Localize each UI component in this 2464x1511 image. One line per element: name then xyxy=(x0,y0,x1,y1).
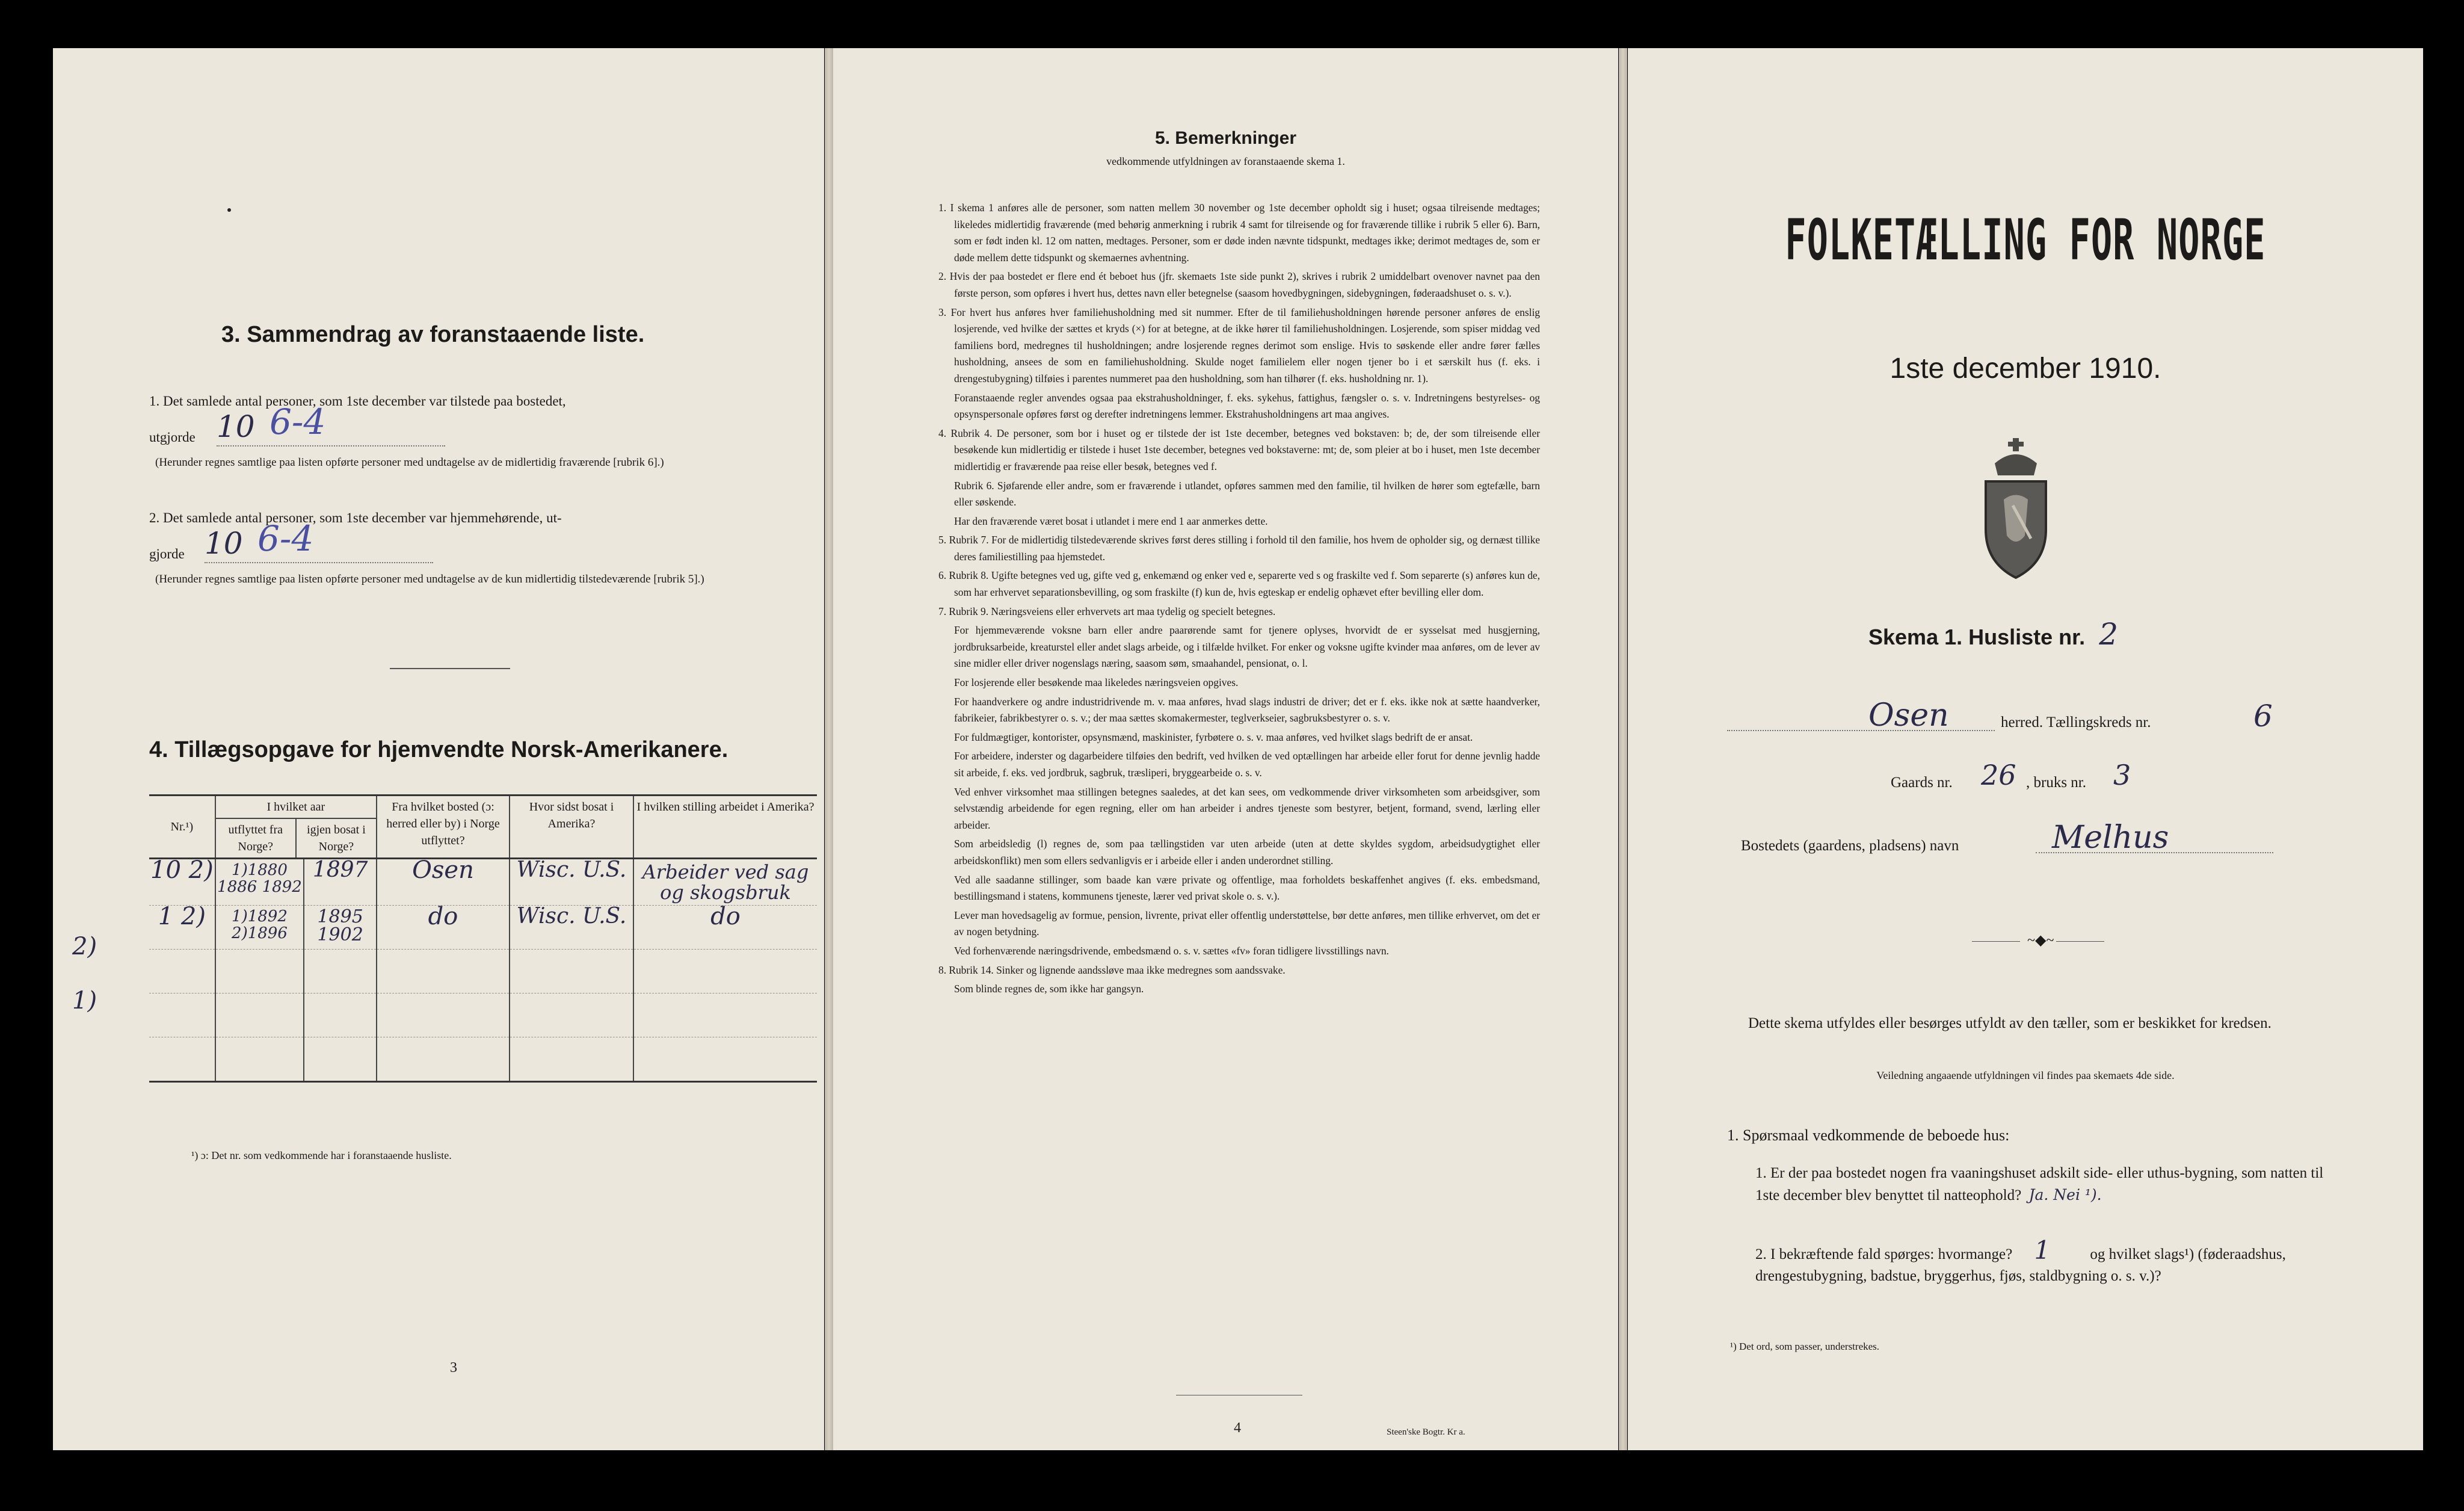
remark-paragraph: For fuldmægtiger, kontorister, opsynsmænd, maskinister, fyrbøtere o. s. v. maa anføres, ved hvilket slags bedrift de er ansat. xyxy=(954,731,1473,743)
page-section-3-4 xyxy=(53,48,824,1450)
summary-item-1-note: (Herunder regnes samtlige paa listen opførte personer med undtagelse av de midlertidig fraværende [rubrik 6].) xyxy=(155,456,664,469)
question-2-count: 1 xyxy=(2034,1235,2051,1265)
bosted-line xyxy=(1741,820,2282,861)
remark-paragraph: Foranstaaende regler anvendes ogsaa paa ekstrahusholdninger, f. eks. sykehus, fattighus, fængsler o. s. v. Indretningens bestyrelses- og opsynspersonale opføres først og derefter indretningens lemmer. Ekstrahusholdningens art maa angives. xyxy=(954,391,1540,421)
summary-item-2-note: (Herunder regnes samtlige paa listen opførte personer med undtagelse av de kun midlertidig tilstedeværende [rubrik 5].) xyxy=(155,573,704,586)
cell-utflyttet: 1)1892 2)1896 xyxy=(215,906,304,950)
skema-label: Skema 1. Husliste nr. xyxy=(1868,625,2086,649)
census-title: FOLKETÆLLING FOR NORGE xyxy=(1785,208,2266,273)
summary-item-2-text: 2. Det samlede antal personer, som 1ste december var hjemmehørende, ut- xyxy=(149,510,562,525)
herred-label: herred. Tællingskreds nr. xyxy=(2001,714,2151,731)
remarks-body xyxy=(938,200,1540,1000)
col-hvor: Hvor sidst bosat i Amerika? xyxy=(510,796,633,859)
bosted-value: Melhus xyxy=(2052,820,2169,856)
summary-item-1-split: 6-4 xyxy=(270,401,326,442)
remark-paragraph: Har den fraværende været bosat i utlandet i mere end 1 aar anmerkes dette. xyxy=(954,514,1268,527)
question-2-text-c: (føderaadshus, drengestubygning, badstue, bryggerhus, fjøs, staldbygning o. s. v.)? xyxy=(1755,1246,2286,1284)
table-footnote: ¹) ɔ: Det nr. som vedkommende har i foranstaaende husliste. xyxy=(191,1149,452,1161)
cell-nr: 10 2) xyxy=(149,859,215,906)
summary-item-1-total: 10 xyxy=(217,409,255,444)
section4-title: 4. Tillægsopgave for hjemvendte Norsk-Amerikanere. xyxy=(149,737,728,762)
cell-hvor: Wisc. U.S. xyxy=(510,859,633,906)
page-gutter xyxy=(825,48,833,1450)
remark-paragraph: 6. Rubrik 8. Ugifte betegnes ved ug, gifte ved g, enkemænd og enker ved e, separerte ved s og fraskilte ved f. Som separerte (s) anføres kun de, som har erhvervet separationsbevilling, og som fraskilte (f) kun de, hvis egteskap er endelig ophævet efter bevilling eller dom. xyxy=(938,569,1540,599)
remark-paragraph: Som arbeidsledig (l) regnes de, som paa tællingstiden var uten arbeide (uten at dette skyldes sygdom, arbeidsudygtighet eller arbeidskonflikt) men som ellers sedvanligvis er i arbeide eller i anden underordnet stilling. xyxy=(954,838,1540,867)
gaards-nr: 26 xyxy=(1981,759,2016,791)
divider-left xyxy=(1972,941,2020,942)
remark-paragraph: 8. Rubrik 14. Sinker og lignende aandssløve maa ikke medregnes som aandssvake. xyxy=(938,963,1286,976)
page-gutter xyxy=(1619,48,1627,1450)
remark-paragraph: For hjemmeværende voksne barn eller andre paarørende samt for tjenere oplyses, hvorvidt de er sysselsat med husgjerning, jordbruksarbeide, kreaturstel eller andet slags arbeide, og i tilfælde hvilket. For enker og voksne ugifte kvinder maa anføres, om de lever av sine midler eller driver nogenslags næring, saasom søm, smaahandel, pensionat, o. l. xyxy=(954,624,1540,670)
cell-igjen: 1897 xyxy=(304,859,377,906)
remark-paragraph: For arbeidere, inderster og dagarbeidere tilføies den bedrift, ved hvilken de ved optællingen har arbeide eller forut for denne jevnlig hadde sit arbeide, f. eks. ved jordbruk, sagbruk, træsliperi, bryggearbeide o. s. v. xyxy=(954,750,1540,779)
table-row xyxy=(149,993,817,1037)
divider xyxy=(390,668,510,669)
col-fra: Fra hvilket bosted (ɔ: herred eller by) i Norge utflyttet? xyxy=(377,796,510,859)
table-row xyxy=(149,950,817,993)
coat-of-arms-icon xyxy=(1971,433,2061,584)
norsk-amerikanere-table xyxy=(149,794,817,1083)
remark-paragraph: 1. I skema 1 anføres alle de personer, som natten mellem 30 november og 1ste december opholdt sig i huset; ogsaa tilreisende medtages; likeledes midlertidig fraværende (med behørig anmerkning i rubrik 4 samt for tilreisende og for fraværende tillike i rubrik 5 eller 6). Barn, som er født inden kl. 12 om natten, medtages. Personer, som er døde inden nævnte tidspunkt, medtages ikke; derimot medtages de, som er døde mellem dette tidspunkt og skemaernes avhentning. xyxy=(938,202,1540,264)
summary-item-1-label: utgjorde xyxy=(149,430,196,445)
remark-paragraph: Ved alle saadanne stillinger, som baade kan være private og offentlige, maa forholdets beskaffenhet angives (f. eks. embedsmand, bestillingsmand i statens, kommunens tjeneste, lærer ved privat skole o. s. v.). xyxy=(954,873,1540,903)
herred-line xyxy=(1727,697,2329,737)
summary-item-2-split: 6-4 xyxy=(257,518,314,559)
dot-mark xyxy=(227,208,231,212)
cell-fra: do xyxy=(377,906,510,950)
cover-footnote: ¹) Det ord, som passer, understrekes. xyxy=(1730,1341,1880,1352)
remarks-title: 5. Bemerkninger xyxy=(1154,128,1297,148)
margin-mark-2: 1) xyxy=(72,987,97,1015)
col-utflyttet: utflyttet fra Norge? xyxy=(228,823,283,853)
kreds-nr: 6 xyxy=(2253,699,2273,734)
ornament: ~◆~ xyxy=(2027,933,2054,948)
table-row xyxy=(149,1037,817,1082)
bruks-label: , bruks nr. xyxy=(2026,774,2086,791)
remarks-subtitle: vedkommende utfyldningen av foranstaaende skema 1. xyxy=(1106,155,1345,167)
question-1 xyxy=(1755,1163,2327,1207)
bruks-nr: 3 xyxy=(2113,759,2131,791)
remark-paragraph: Ved enhver virksomhet maa stillingen betegnes saaledes, at det kan sees, om vedkommende driver virksomheten som arbeidsgiver, som selvstændig arbeidende for egen regning, eller om han arbeider i andres tjeneste som bestyrer, betjent, formand, svend, lærling eller arbeider. xyxy=(954,785,1540,831)
bosted-label: Bostedets (gaardens, pladsens) navn xyxy=(1741,838,1959,854)
col-igjen: igjen bosat i Norge? xyxy=(295,819,376,857)
col-group-year xyxy=(215,796,377,859)
page-number-left: 3 xyxy=(450,1360,457,1376)
remark-paragraph: 7. Rubrik 9. Næringsveiens eller erhvervets art maa tydelig og specielt betegnes. xyxy=(938,605,1276,617)
gaards-label: Gaards nr. xyxy=(1891,774,1953,791)
summary-item-2-label: gjorde xyxy=(149,546,185,561)
remark-paragraph: 2. Hvis der paa bostedet er flere end ét beboet hus (jfr. skemaets 1ste side punkt 2), skrives i rubrik 2 umiddelbart ovenover navnet paa den første person, som opføres i hvert hus, dettes navn eller betegnelse (saasom hovedbygningen, sidebygningen, føderaadshuset o. s. v.). xyxy=(938,270,1540,299)
questions-heading-text: 1. Spørsmaal vedkommende de beboede hus: xyxy=(1727,1126,2010,1144)
printer-credit: Steen'ske Bogtr. Kr a. xyxy=(1387,1427,1465,1437)
skema-line xyxy=(1868,617,2118,652)
husliste-nr: 2 xyxy=(2099,617,2118,652)
table-row xyxy=(149,906,817,950)
questions-heading xyxy=(1727,1126,2009,1145)
margin-mark-1: 2) xyxy=(72,933,97,960)
census-date: 1ste december 1910. xyxy=(1890,353,2161,385)
cell-fra: Osen xyxy=(377,859,510,906)
table-row xyxy=(149,859,817,906)
gaards-line xyxy=(1891,761,2252,797)
remark-paragraph: For haandverkere og andre industridrivende m. v. maa anføres, hvad slags industri de driver; det er f. eks. ikke nok at sætte haandverker, fabrikeier, fabrikbestyrer o. s. v.; der maa sættes skomakermester, teglverkseier, sagbruksbestyrer o. s. v. xyxy=(954,695,1540,725)
herred-value: Osen xyxy=(1868,697,1949,734)
remark-paragraph: For losjerende eller besøkende maa likeledes næringsveien opgives. xyxy=(954,676,1239,689)
cell-stilling: do xyxy=(633,906,817,950)
divider-right xyxy=(2056,941,2104,942)
summary-item-2-total: 10 xyxy=(205,526,243,561)
col-stilling: I hvilken stilling arbeidet i Amerika? xyxy=(633,796,817,859)
col-group-label: I hvilket aar xyxy=(216,796,376,819)
remark-paragraph: 4. Rubrik 4. De personer, som bor i huset og er tilstede der ist 1ste december, betegnes ved bokstaven: b; de, der som tilreisende eller besøkende kun midlertidig er tilstede i huset 1ste december, betegnes ved bokstaverne: mt; de, som pleier at bo i huset, men 1ste december midlertidig er fraværende paa reise eller besøk, betegnes ved f. xyxy=(938,427,1540,472)
question-2 xyxy=(1755,1235,2327,1287)
intro-text: Dette skema utfyldes eller besørges utfyldt av den tæller, som er beskikket for kredsen. xyxy=(1748,1015,2272,1031)
summary-item-1-text: 1. Det samlede antal personer, som 1ste december var tilstede paa bostedet, xyxy=(149,394,566,409)
cell-hvor: Wisc. U.S. xyxy=(510,906,633,950)
col-nr xyxy=(149,796,215,859)
cell-igjen: 1895 1902 xyxy=(304,906,377,950)
remark-paragraph: Rubrik 6. Sjøfarende eller andre, som er fraværende i utlandet, opføres sammen med den familie, til hvilken de hører som egtefælle, barn eller søskende. xyxy=(954,479,1540,508)
page-bemerkninger xyxy=(833,48,1618,1450)
cell-nr: 1 2) xyxy=(149,906,215,950)
summary-item-1 xyxy=(149,391,787,472)
remark-paragraph: 3. For hvert hus anføres hver familiehusholdning med sit nummer. Efter de til familiehusholdningen hørende personer anføres de enslig losjerende, ved hvilke der sættes et kryds (×) for at betegne, at de ikke hører til familiehusholdningen. Losjerende, som spiser middag ved familiens bord, medregnes til husholdningen; andre losjerende regnes derimot som enslige. Hvis to søskende eller andre fører fælles husholdning, ansees de som en familiehusholdning. Skulde noget familielem eller nogen tjener bo i et særskilt hus (f. eks. i drengestubygning) tilføies i parentes nummeret paa den husholdning, som han tilhører (f. eks. husholdning nr. 1). xyxy=(938,306,1540,385)
remark-paragraph: 5. Rubrik 7. For de midlertidig tilstedeværende skrives først deres stilling i forhold til den familie, hos hvem de opholder sig, og dernæst tillike deres familiestilling paa hjemstedet. xyxy=(938,534,1540,563)
question-2-text-a: 2. I bekræftende fald spørges: hvormange? xyxy=(1755,1246,2013,1262)
page-cover xyxy=(1628,48,2423,1450)
question-1-answer: Ja. Nei ¹). xyxy=(2028,1186,2102,1204)
remark-paragraph: Lever man hovedsagelig av formue, pension, livrente, privat eller offentlig understøttelse, bør dette anføres, men tillike erhvervet, om det er av nogen betydning. xyxy=(954,909,1540,938)
question-1-text: 1. Er der paa bostedet nogen fra vaaningshuset adskilt side- eller uthus-bygning, som natten til 1ste december blev benyttet til natteophold? xyxy=(1755,1165,2324,1204)
cell-stilling: Arbeider ved sag og skogsbruk xyxy=(633,859,817,906)
summary-item-2 xyxy=(149,508,787,589)
cell-utflyttet: 1)1880 1886 1892 xyxy=(215,859,304,906)
question-2-text-b: og hvilket slags¹) xyxy=(2090,1246,2194,1262)
section3-title: 3. Sammendrag av foranstaaende liste. xyxy=(221,322,645,347)
col-nr-label: Nr.¹) xyxy=(170,820,194,833)
remark-paragraph: Ved forhenværende næringsdrivende, embedsmænd o. s. v. sættes «fv» foran tidligere livsstillings navn. xyxy=(954,944,1389,957)
remark-paragraph: Som blinde regnes de, som ikke har gangsyn. xyxy=(954,983,1144,995)
veiledning-text: Veiledning angaaende utfyldningen vil findes paa skemaets 4de side. xyxy=(1876,1069,2175,1081)
page-number-middle: 4 xyxy=(1234,1420,1241,1436)
